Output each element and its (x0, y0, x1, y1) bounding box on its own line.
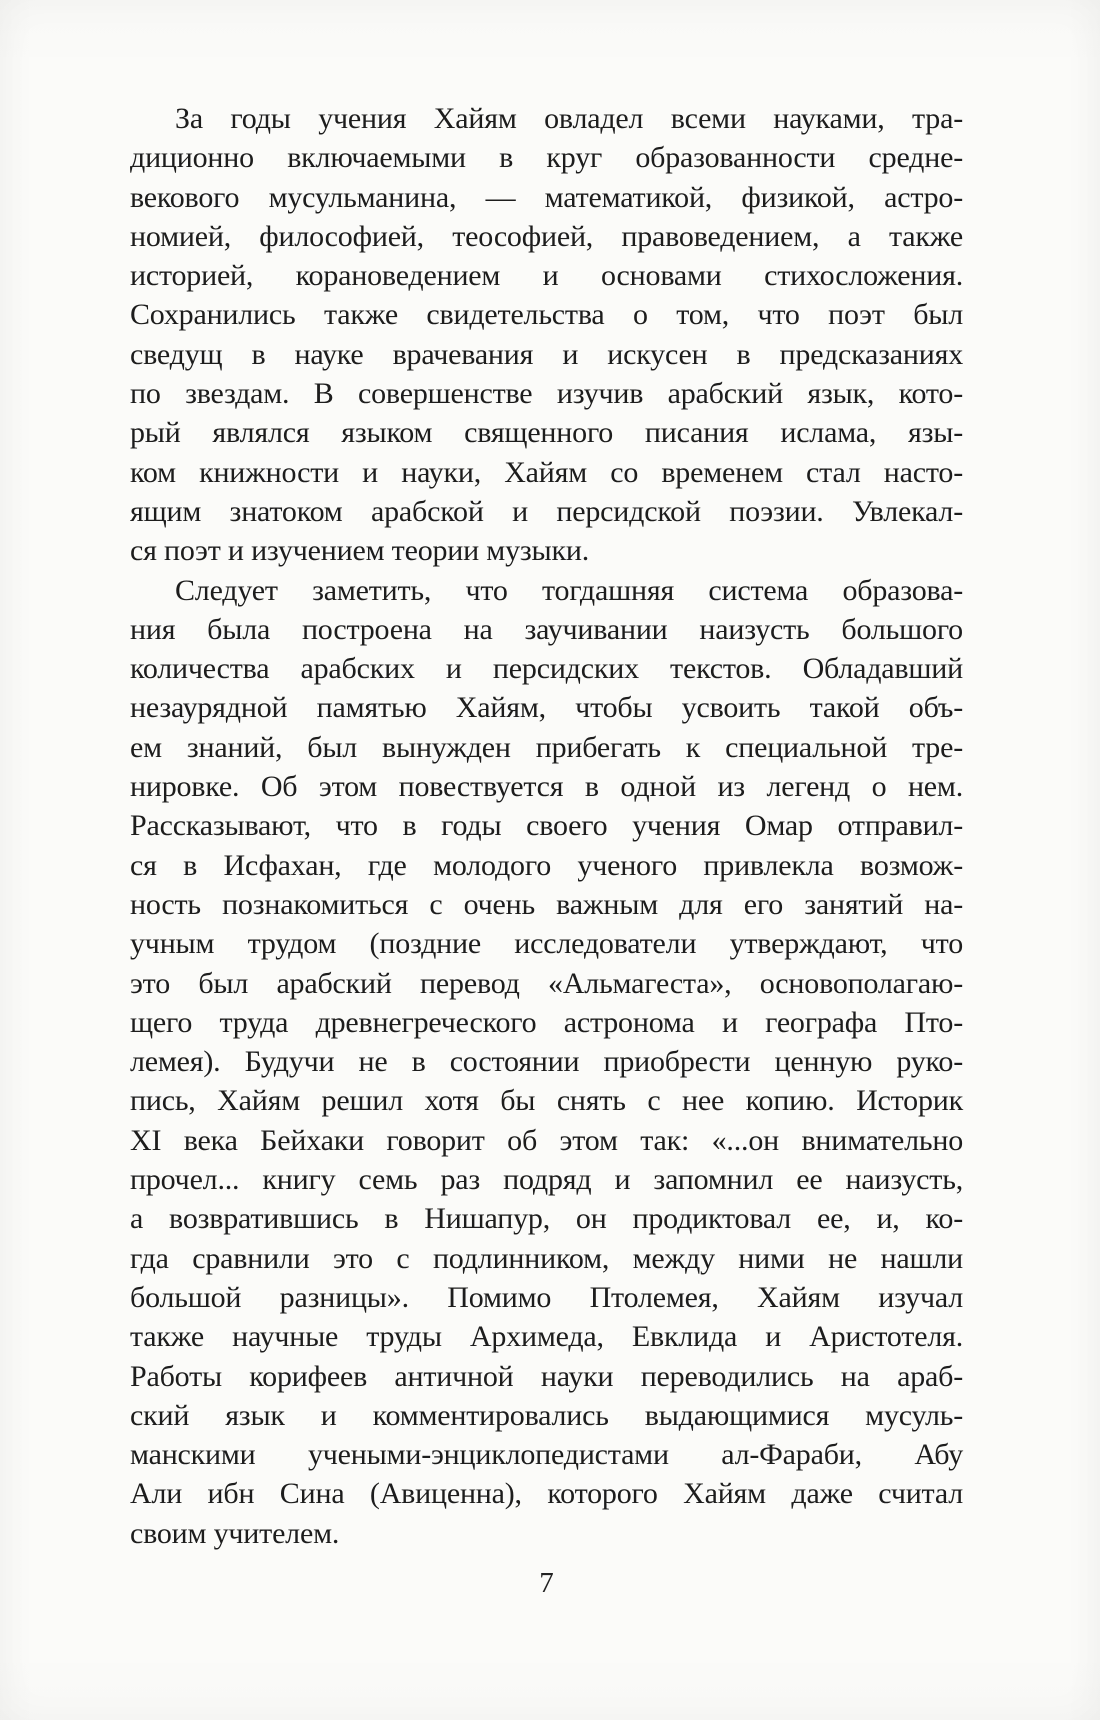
paragraph (130, 571, 963, 1553)
text-line: учным трудом (поздние исследователи утверждают, что (130, 927, 963, 961)
text-line: прочел... книгу семь раз подряд и запомнил ее наизусть, (130, 1163, 963, 1197)
text-line: манскими учеными-энциклопедистами ал-Фараби, Абу (130, 1438, 963, 1472)
text-block (130, 99, 963, 1553)
text-line: векового мусульманина, — математикой, физикой, астро- (130, 180, 963, 214)
text-line: это был арабский перевод «Альмагеста», основополагаю- (130, 966, 963, 1000)
text-line: Сохранились также свидетельства о том, что поэт был (130, 298, 963, 332)
text-line: пись, Хайям решил хотя бы снять с нее копию. Историк (130, 1084, 963, 1118)
text-line: также научные труды Архимеда, Евклида и Аристотеля. (130, 1320, 963, 1354)
text-line: лемея). Будучи не в состоянии приобрести ценную руко- (130, 1045, 963, 1079)
text-line: количества арабских и персидских текстов. Обладавший (130, 652, 963, 686)
text-line: Рассказывают, что в годы своего учения Омар отправил- (130, 809, 963, 843)
text-line: Работы корифеев античной науки переводились на араб- (130, 1359, 963, 1393)
text-line: ния была построена на заучивании наизусть большого (130, 612, 963, 646)
text-line: XI века Бейхаки говорит об этом так: «...он внимательно (130, 1123, 963, 1157)
text-line: историей, корановедением и основами стихосложения. (130, 259, 963, 293)
text-line: нировке. Об этом повествуется в одной из легенд о нем. (130, 770, 963, 804)
text-line: ность познакомиться с очень важным для его занятий на- (130, 887, 963, 921)
text-line: Али ибн Сина (Авиценна), которого Хайям даже считал (130, 1477, 963, 1511)
text-line: незаурядной памятью Хайям, чтобы усвоить такой объ- (130, 691, 963, 725)
text-line: ящим знатоком арабской и персидской поэзии. Увлекал- (130, 494, 963, 528)
text-line: ся поэт и изучением теории музыки. (130, 534, 590, 568)
text-line: ский язык и комментировались выдающимися мусуль- (130, 1398, 963, 1432)
text-line: гда сравнили это с подлинником, между ними не нашли (130, 1241, 963, 1275)
text-line: ком книжности и науки, Хайям со временем стал насто- (130, 455, 963, 489)
page-number: 7 (539, 1567, 554, 1599)
text-line: ем знаний, был вынужден прибегать к специальной тре- (130, 730, 963, 764)
text-line: ся в Исфахан, где молодого ученого привлекла возмож- (130, 848, 963, 882)
text-line: За годы учения Хайям овладел всеми науками, тра- (175, 102, 963, 135)
text-line: рый являлся языком священного писания ислама, язы- (130, 416, 963, 450)
text-line: своим учителем. (130, 1516, 340, 1550)
text-line: а возвратившись в Нишапур, он продиктовал ее, и, ко- (130, 1202, 963, 1236)
text-line: по звездам. В совершенстве изучив арабский язык, кото- (130, 377, 963, 411)
text-line: диционно включаемыми в круг образованности средне- (130, 141, 963, 175)
paragraph (130, 99, 963, 571)
text-line: номией, философией, теософией, правоведением, а также (130, 219, 963, 253)
text-line: Следует заметить, что тогдашняя система образова- (175, 573, 963, 607)
text-line: щего труда древнегреческого астронома и географа Пто- (130, 1005, 963, 1039)
text-line: большой разницы». Помимо Птолемея, Хайям изучал (130, 1280, 963, 1314)
text-line: сведущ в науке врачевания и искусен в предсказаниях (130, 337, 963, 371)
